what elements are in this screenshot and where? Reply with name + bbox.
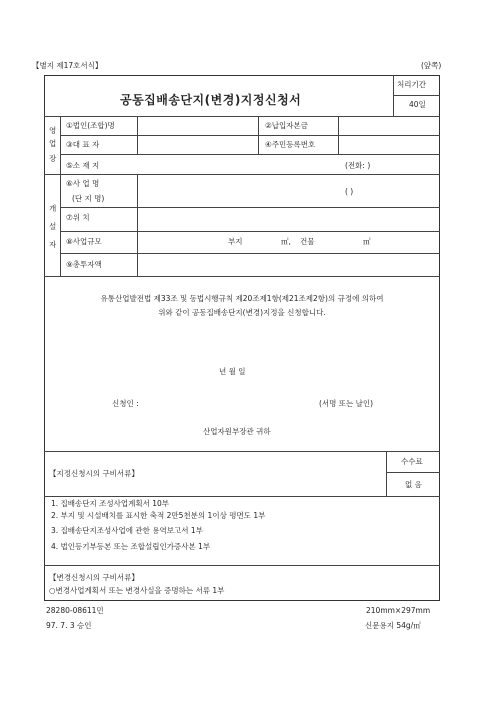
representative-label: ③대 표 자 (66, 140, 100, 149)
fee-label: 수수료 (401, 457, 423, 466)
section-char: 자 (49, 240, 57, 249)
capital-label: ②납입자본금 (265, 121, 308, 130)
designation-docs-title: 【지정신청시의 구비서류】 (49, 469, 139, 478)
section-char: 업 (49, 139, 57, 148)
row-line (60, 231, 440, 232)
resident-number-label: ④주민등록번호 (265, 140, 316, 149)
section-char: 개 (49, 204, 57, 213)
row-line (60, 154, 440, 155)
fee-value: 없 음 (405, 480, 422, 489)
form-number: 【별지 제17호서식】 (32, 61, 103, 70)
fee-row-line (386, 472, 440, 473)
title-bottom-line (44, 116, 440, 117)
processing-period-value: 40일 (409, 100, 426, 109)
approval-date: 97. 7. 3 승인 (46, 621, 92, 630)
statement-line-1: 유통산업발전법 제33조 및 동법시행규칙 제20조제1항(제21조제2항)의 규정에 의하여 (100, 294, 384, 303)
processing-period-label: 처리기간 (397, 80, 426, 89)
section-char: 장 (49, 154, 57, 163)
business-name-label: ⑥사 업 명 (66, 179, 100, 188)
section-divider (44, 565, 440, 566)
section-label-column (60, 116, 61, 276)
paper-type: 신문용지 54g/㎡ (365, 621, 421, 630)
document-item: 4. 법인등기부등본 또는 조합설립인가증사본 1부 (51, 542, 211, 551)
building-area-label: 건물 (300, 237, 315, 246)
address-label: ⑤소 재 지 (66, 161, 100, 170)
section-divider (44, 174, 440, 175)
site-area-unit: ㎡, (281, 237, 291, 246)
section-char: 설 (49, 222, 57, 231)
form-title: 공동집배송단지(변경)지정신청서 (120, 93, 302, 107)
paper-size: 210mm×297mm (366, 606, 431, 615)
recipient-label: 산업자원부장관 귀하 (203, 427, 271, 436)
building-area-unit: ㎡ (363, 237, 371, 246)
document-item: 1. 집배송단지 조성사업계획서 10부 (51, 499, 170, 508)
page-side-label: (앞쪽) (421, 61, 442, 70)
period-divider (393, 95, 440, 96)
complex-name-paren: ( ) (345, 187, 354, 196)
investment-label: ⑨총투자액 (66, 260, 102, 269)
document-item: 2. 부지 및 시설배치를 표시한 축적 2만5천분의 1이상 평면도 1부 (51, 511, 266, 520)
row-line (60, 207, 440, 208)
row-line (60, 253, 440, 254)
application-date: 년 월 일 (219, 367, 246, 376)
phone-label: (전화: ) (345, 161, 371, 170)
form-code: 28280-08611민 (46, 606, 104, 615)
change-docs-title: 【변경신청시의 구비서류】 (49, 573, 139, 582)
section-divider (44, 276, 440, 277)
fee-bottom-line (44, 496, 440, 497)
row-line (60, 135, 440, 136)
section-char: 영 (49, 126, 57, 135)
signature-label: (서명 또는 날인) (319, 399, 374, 408)
applicant-label: 신청인 : (112, 399, 139, 408)
corp-name-label: ①법인(조합)명 (66, 121, 115, 130)
complex-name-label: (단 지 명) (72, 194, 105, 203)
change-docs-item: ○변경사업계획서 또는 변경사실을 증명하는 서류 1부 (49, 586, 225, 595)
document-item: 3. 집배송단지조성사업에 관한 용역보고서 1부 (51, 526, 203, 535)
location-label: ⑦위 치 (66, 213, 90, 222)
section-divider (44, 451, 440, 452)
business-scale-label: ⑧사업규모 (66, 237, 102, 246)
business-label-divider (137, 174, 138, 276)
site-area-label: 부지 (228, 237, 243, 246)
statement-line-2: 위와 같이 공동집배송단지(변경)지정을 신청합니다. (158, 308, 326, 317)
fee-divider (386, 451, 387, 496)
